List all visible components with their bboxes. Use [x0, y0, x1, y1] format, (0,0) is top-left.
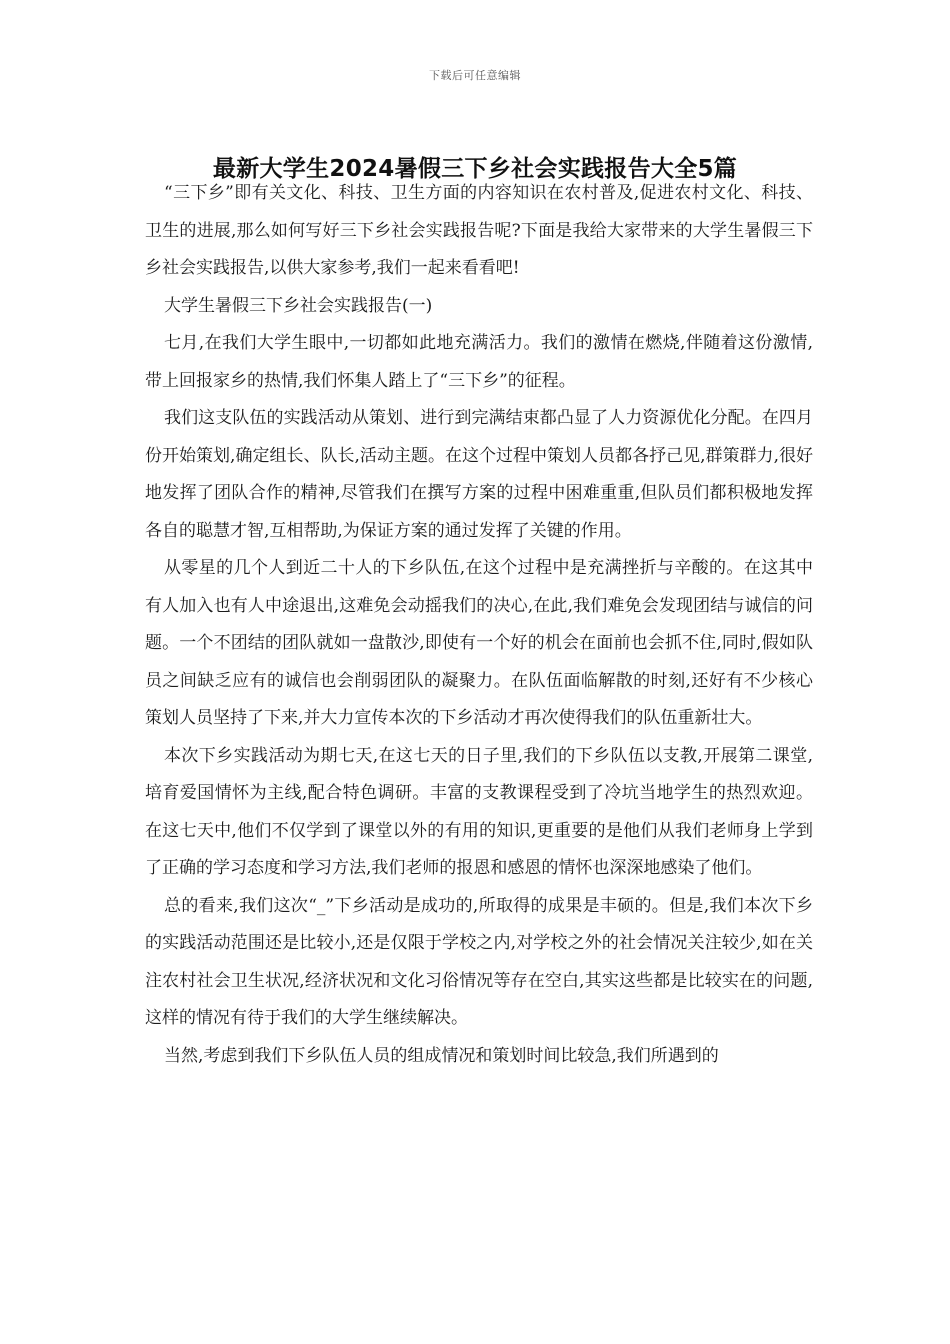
intro-paragraph: “三下乡”即有关文化、科技、卫生方面的内容知识在农村普及,促进农村文化、科技、卫生的进展,那么如何写好三下乡社会实践报告呢?下面是我给大家带来的大学生暑假三下乡社会实践报告,以供大家参考,我们一起来看看吧!	[145, 183, 813, 278]
body-paragraph: 本次下乡实践活动为期七天,在这七天的日子里,我们的下乡队伍以支教,开展第二课堂,培育爱国情怀为主线,配合特色调研。丰富的支教课程受到了冷坑当地学生的热烈欢迎。在这七天中,他们不仅学到了课堂以外的有用的知识,更重要的是他们从我们老师身上学到了正确的学习态度和学习方法,我们老师的报恩和感恩的情怀也深深地感染了他们。	[145, 745, 813, 878]
body-paragraph: 从零星的几个人到近二十人的下乡队伍,在这个过程中是充满挫折与辛酸的。在这其中有人加入也有人中途退出,这难免会动摇我们的决心,在此,我们难免会发现团结与诚信的问题。一个不团结的团队就如一盘散沙,即使有一个好的机会在面前也会抓不住,同时,假如队员之间缺乏应有的诚信也会削弱团队的凝聚力。在队伍面临解散的时刻,还好有不少核心策划人员坚持了下来,并大力宣传本次的下乡活动才再次使得我们的队伍重新壮大。	[145, 558, 813, 728]
document-body	[145, 175, 813, 1075]
body-paragraph: 当然,考虑到我们下乡队伍人员的组成情况和策划时间比较急,我们所遇到的	[164, 1045, 719, 1066]
body-paragraph: 七月,在我们大学生眼中,一切都如此地充满活力。我们的激情在燃烧,伴随着这份激情,带上回报家乡的热情,我们怀集人踏上了“三下乡”的征程。	[145, 333, 813, 391]
header-note: 下载后可任意编辑	[429, 69, 521, 82]
body-paragraph: 总的看来,我们这次“_”下乡活动是成功的,所取得的成果是丰硕的。但是,我们本次下乡的实践活动范围还是比较小,还是仅限于学校之内,对学校之外的社会情况关注较少,如在关注农村社会卫生状况,经济状况和文化习俗情况等存在空白,其实这些都是比较实在的问题,这样的情况有待于我们的大学生继续解决。	[145, 895, 813, 1028]
body-paragraph: 我们这支队伍的实践活动从策划、进行到完满结束都凸显了人力资源优化分配。在四月份开始策划,确定组长、队长,活动主题。在这个过程中策划人员都各抒己见,群策群力,很好地发挥了团队合作的精神,尽管我们在撰写方案的过程中困难重重,但队员们都积极地发挥各自的聪慧才智,互相帮助,为保证方案的通过发挥了关键的作用。	[145, 408, 813, 541]
document-title: 最新大学生2024暑假三下乡社会实践报告大全5篇	[212, 156, 738, 182]
section-heading: 大学生暑假三下乡社会实践报告(一)	[164, 295, 433, 316]
